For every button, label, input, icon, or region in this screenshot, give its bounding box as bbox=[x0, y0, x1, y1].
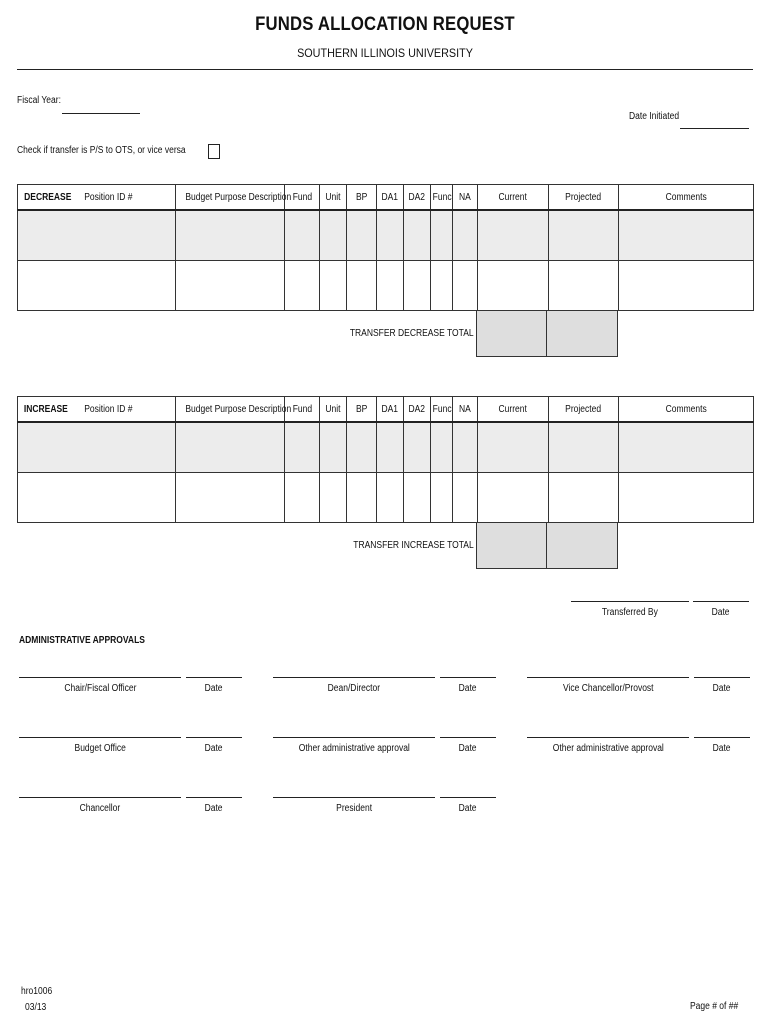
transferred-date-label: Date bbox=[712, 607, 730, 618]
form-subtitle: SOUTHERN ILLINOIS UNIVERSITY bbox=[297, 46, 473, 60]
input-cell[interactable] bbox=[18, 422, 176, 473]
input-cell[interactable] bbox=[377, 422, 404, 473]
transferred-by-line[interactable] bbox=[571, 601, 689, 602]
date-label: Date bbox=[205, 803, 223, 814]
transferred-date-line[interactable] bbox=[693, 601, 749, 602]
decrease-label: DECREASE bbox=[18, 185, 78, 211]
col-comments: Comments bbox=[619, 185, 754, 211]
col-fund: Fund bbox=[285, 185, 320, 211]
chair-label: Chair/Fiscal Officer bbox=[63, 683, 137, 694]
col-projected: Projected bbox=[549, 397, 619, 423]
input-cell[interactable] bbox=[431, 473, 453, 523]
input-cell[interactable] bbox=[320, 473, 347, 523]
other-approval-label: Other administrative approval bbox=[298, 743, 410, 754]
input-cell[interactable] bbox=[549, 422, 619, 473]
date-label: Date bbox=[713, 743, 731, 754]
input-cell[interactable] bbox=[404, 473, 431, 523]
budget-office-label: Budget Office bbox=[74, 743, 126, 754]
col-bp: BP bbox=[347, 185, 377, 211]
other-approval-label: Other administrative approval bbox=[552, 743, 664, 754]
input-cell[interactable] bbox=[404, 210, 431, 261]
input-cell[interactable] bbox=[320, 261, 347, 311]
form-code: hro1006 bbox=[21, 986, 53, 997]
table-row bbox=[18, 261, 754, 311]
input-cell[interactable] bbox=[320, 210, 347, 261]
dean-signature-line[interactable] bbox=[273, 677, 435, 678]
input-cell[interactable] bbox=[18, 473, 176, 523]
fiscal-year-label: Fiscal Year: bbox=[17, 95, 61, 106]
col-bp: BP bbox=[347, 397, 377, 423]
chair-date-line[interactable] bbox=[186, 677, 242, 678]
other-approval-date-line[interactable] bbox=[440, 737, 496, 738]
col-position-id: Position ID # bbox=[78, 185, 176, 211]
col-projected: Projected bbox=[549, 185, 619, 211]
col-unit: Unit bbox=[320, 185, 347, 211]
input-cell[interactable] bbox=[619, 210, 754, 261]
col-da2: DA2 bbox=[404, 397, 431, 423]
header-divider bbox=[17, 69, 753, 70]
table-row bbox=[18, 473, 754, 523]
input-cell[interactable] bbox=[478, 422, 549, 473]
chancellor-date-line[interactable] bbox=[186, 797, 242, 798]
col-func: Func bbox=[431, 397, 453, 423]
input-cell[interactable] bbox=[176, 210, 285, 261]
input-cell[interactable] bbox=[431, 210, 453, 261]
input-cell[interactable] bbox=[377, 261, 404, 311]
transfer-checkbox[interactable] bbox=[208, 144, 220, 159]
other-approval-signature-line[interactable] bbox=[527, 737, 689, 738]
input-cell[interactable] bbox=[347, 473, 377, 523]
input-cell[interactable] bbox=[377, 473, 404, 523]
input-cell[interactable] bbox=[453, 473, 478, 523]
other-approval-date-line[interactable] bbox=[694, 737, 750, 738]
col-comments: Comments bbox=[619, 397, 754, 423]
input-cell[interactable] bbox=[549, 473, 619, 523]
president-signature-line[interactable] bbox=[273, 797, 435, 798]
col-da1: DA1 bbox=[377, 185, 404, 211]
input-cell[interactable] bbox=[176, 473, 285, 523]
col-na: NA bbox=[453, 185, 478, 211]
page-number: Page # of ## bbox=[690, 1001, 739, 1012]
budget-office-date-line[interactable] bbox=[186, 737, 242, 738]
input-cell[interactable] bbox=[285, 210, 320, 261]
input-cell[interactable] bbox=[619, 473, 754, 523]
increase-total-current[interactable] bbox=[476, 522, 548, 569]
date-label: Date bbox=[459, 743, 477, 754]
decrease-total-projected[interactable] bbox=[546, 310, 618, 357]
col-current: Current bbox=[478, 397, 549, 423]
col-budget-purpose: Budget Purpose Description bbox=[176, 397, 285, 423]
table-row bbox=[18, 210, 754, 261]
input-cell[interactable] bbox=[176, 422, 285, 473]
date-label: Date bbox=[713, 683, 731, 694]
input-cell[interactable] bbox=[431, 422, 453, 473]
other-approval-signature-line[interactable] bbox=[273, 737, 435, 738]
decrease-table bbox=[17, 184, 754, 311]
vice-chancellor-date-line[interactable] bbox=[694, 677, 750, 678]
date-initiated-label: Date Initiated bbox=[629, 111, 680, 122]
date-label: Date bbox=[205, 743, 223, 754]
input-cell[interactable] bbox=[285, 473, 320, 523]
date-label: Date bbox=[459, 683, 477, 694]
form-revision: 03/13 bbox=[25, 1002, 47, 1013]
input-cell[interactable] bbox=[619, 261, 754, 311]
input-cell[interactable] bbox=[377, 210, 404, 261]
input-cell[interactable] bbox=[619, 422, 754, 473]
col-current: Current bbox=[478, 185, 549, 211]
input-cell[interactable] bbox=[18, 261, 176, 311]
decrease-total-current[interactable] bbox=[476, 310, 548, 357]
input-cell[interactable] bbox=[347, 261, 377, 311]
dean-date-line[interactable] bbox=[440, 677, 496, 678]
input-cell[interactable] bbox=[549, 261, 619, 311]
dean-label: Dean/Director bbox=[327, 683, 381, 694]
president-label: President bbox=[336, 803, 372, 814]
increase-label: INCREASE bbox=[18, 397, 78, 423]
transfer-check-label: Check if transfer is P/S to OTS, or vice versa bbox=[17, 145, 186, 156]
form-title: FUNDS ALLOCATION REQUEST bbox=[255, 14, 515, 35]
president-date-line[interactable] bbox=[440, 797, 496, 798]
input-cell[interactable] bbox=[478, 473, 549, 523]
input-cell[interactable] bbox=[18, 210, 176, 261]
col-budget-purpose: Budget Purpose Description bbox=[176, 185, 285, 211]
date-label: Date bbox=[459, 803, 477, 814]
chancellor-label: Chancellor bbox=[79, 803, 121, 814]
input-cell[interactable] bbox=[320, 422, 347, 473]
date-initiated-field[interactable] bbox=[680, 128, 749, 129]
increase-total-projected[interactable] bbox=[546, 522, 618, 569]
input-cell[interactable] bbox=[431, 261, 453, 311]
col-fund: Fund bbox=[285, 397, 320, 423]
approvals-heading: ADMINISTRATIVE APPROVALS bbox=[19, 635, 145, 646]
budget-office-signature-line[interactable] bbox=[19, 737, 181, 738]
input-cell[interactable] bbox=[176, 261, 285, 311]
increase-total-label: TRANSFER INCREASE TOTAL bbox=[353, 540, 474, 551]
input-cell[interactable] bbox=[347, 210, 377, 261]
input-cell[interactable] bbox=[478, 261, 549, 311]
decrease-total-label: TRANSFER DECREASE TOTAL bbox=[350, 328, 474, 339]
chair-signature-line[interactable] bbox=[19, 677, 181, 678]
col-da1: DA1 bbox=[377, 397, 404, 423]
date-label: Date bbox=[205, 683, 223, 694]
input-cell[interactable] bbox=[285, 422, 320, 473]
vice-chancellor-label: Vice Chancellor/Provost bbox=[562, 683, 654, 694]
input-cell[interactable] bbox=[404, 261, 431, 311]
vice-chancellor-signature-line[interactable] bbox=[527, 677, 689, 678]
input-cell[interactable] bbox=[453, 422, 478, 473]
input-cell[interactable] bbox=[453, 210, 478, 261]
chancellor-signature-line[interactable] bbox=[19, 797, 181, 798]
col-func: Func bbox=[431, 185, 453, 211]
col-da2: DA2 bbox=[404, 185, 431, 211]
input-cell[interactable] bbox=[347, 422, 377, 473]
input-cell[interactable] bbox=[285, 261, 320, 311]
col-na: NA bbox=[453, 397, 478, 423]
transferred-by-label: Transferred By bbox=[602, 607, 658, 618]
input-cell[interactable] bbox=[404, 422, 431, 473]
fiscal-year-field[interactable] bbox=[62, 113, 140, 114]
table-row bbox=[18, 422, 754, 473]
input-cell[interactable] bbox=[453, 261, 478, 311]
col-position-id: Position ID # bbox=[78, 397, 176, 423]
input-cell[interactable] bbox=[478, 210, 549, 261]
input-cell[interactable] bbox=[549, 210, 619, 261]
increase-table bbox=[17, 396, 754, 523]
col-unit: Unit bbox=[320, 397, 347, 423]
